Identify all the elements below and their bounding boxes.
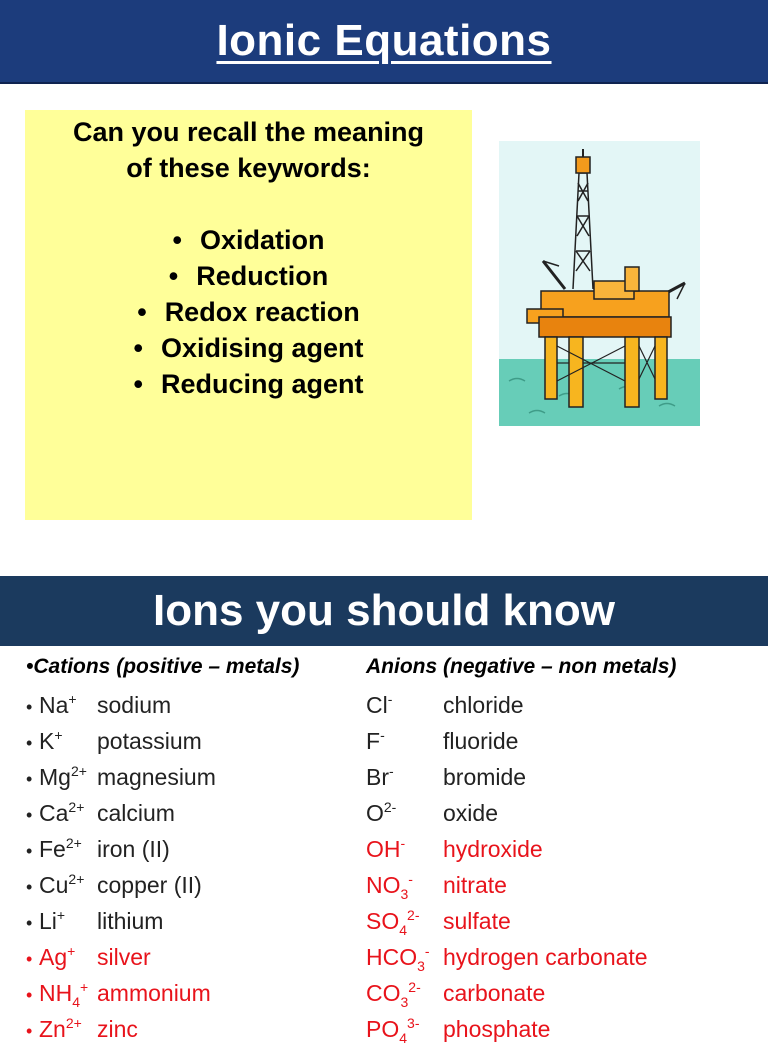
anion-name: bromide — [443, 764, 527, 790]
anion-name: phosphate — [443, 1016, 551, 1042]
keyword-item — [25, 366, 472, 402]
keyword-label: Oxidation — [199, 225, 325, 255]
anion-row — [366, 726, 766, 762]
cation-row — [26, 1014, 356, 1050]
keyword-list — [25, 222, 472, 402]
keyword-item — [25, 330, 472, 366]
cation-formula: $Ca^{2+}$ — [39, 799, 85, 826]
anion-formula: Cl- — [366, 691, 393, 718]
anion-formula: $CO_3^{2-}$ — [366, 979, 421, 1010]
anion-formula: $SO_4^{2-}$ — [366, 907, 420, 938]
anions-column — [366, 654, 766, 1050]
anion-row — [366, 942, 766, 978]
keyword-label: Reduction — [196, 261, 329, 291]
keyword-item — [25, 294, 472, 330]
anion-formula: $O^{2-}$ — [366, 799, 397, 826]
anion-formula: $HCO_3^-$ — [366, 943, 430, 974]
cation-formula: K+ — [39, 727, 63, 754]
slide-title: Ions you should know — [153, 586, 615, 635]
cation-row — [26, 870, 356, 906]
bullet: • — [26, 697, 33, 717]
cation-name: iron (II) — [97, 836, 170, 862]
keyword-label: Reducing agent — [160, 369, 364, 399]
cation-formula: $Zn^{2+}$ — [39, 1015, 82, 1042]
anion-name: hydroxide — [443, 836, 543, 862]
bullet: • — [133, 369, 143, 399]
title-bar — [0, 576, 768, 646]
cation-row — [26, 906, 356, 942]
cation-row — [26, 726, 356, 762]
slide-title: Ionic Equations — [216, 16, 552, 65]
anion-row — [366, 762, 766, 798]
slide-ions-you-should-know — [0, 576, 768, 1046]
cation-formula: $NH_4^+$ — [39, 979, 89, 1010]
cation-row — [26, 942, 356, 978]
cation-formula: Li+ — [39, 907, 66, 934]
cation-name: copper (II) — [97, 872, 202, 898]
prompt-line-2: of these keywords: — [126, 153, 371, 183]
anion-row — [366, 1014, 766, 1050]
cation-name: ammonium — [97, 980, 211, 1006]
bullet: • — [26, 841, 33, 861]
cation-formula: Na+ — [39, 691, 77, 718]
anion-name: fluoride — [443, 728, 519, 754]
anion-name: oxide — [443, 800, 498, 826]
anion-formula: $NO_3^-$ — [366, 871, 413, 902]
cation-name: zinc — [97, 1016, 138, 1042]
title-bar — [0, 0, 768, 84]
anion-formula: Br- — [366, 763, 394, 790]
bullet: • — [26, 913, 33, 933]
anion-name: chloride — [443, 692, 524, 718]
anion-row — [366, 906, 766, 942]
cation-name: silver — [97, 944, 151, 970]
keyword-label: Redox reaction — [164, 297, 360, 327]
cation-name: calcium — [97, 800, 175, 826]
cation-row — [26, 978, 356, 1014]
anion-name: sulfate — [443, 908, 511, 934]
bullet: • — [26, 805, 33, 825]
anion-row — [366, 834, 766, 870]
anion-formula: $PO_4^{3-}$ — [366, 1015, 420, 1046]
keyword-item — [25, 222, 472, 258]
cation-row — [26, 798, 356, 834]
cation-formula: $Mg^{2+}$ — [39, 763, 87, 790]
bullet: • — [168, 261, 179, 291]
bullet: • — [26, 985, 33, 1005]
cation-name: magnesium — [97, 764, 216, 790]
anion-name: nitrate — [443, 872, 507, 898]
cation-name: potassium — [97, 728, 202, 754]
bullet: • — [26, 769, 33, 789]
anion-row — [366, 870, 766, 906]
cation-formula: $Fe^{2+}$ — [39, 835, 82, 862]
bullet: • — [172, 225, 182, 255]
keyword-label: Oxidising agent — [160, 333, 364, 363]
anion-row — [366, 690, 766, 726]
cation-row — [26, 834, 356, 870]
bullet: • — [137, 297, 147, 327]
prompt-line-1: Can you recall the meaning — [72, 117, 425, 147]
anion-row — [366, 978, 766, 1014]
bullet: • — [26, 949, 33, 969]
oil-rig-illustration — [499, 141, 700, 426]
anion-name: hydrogen carbonate — [443, 944, 648, 970]
keyword-item — [25, 258, 472, 294]
keywords-box — [25, 110, 472, 520]
cations-column — [26, 654, 356, 1050]
cation-row — [26, 762, 356, 798]
anion-formula: OH- — [366, 835, 406, 862]
anion-name: carbonate — [443, 980, 546, 1006]
cation-formula: $Cu^{2+}$ — [39, 871, 85, 898]
bullet: • — [133, 333, 143, 363]
bullet: • — [26, 1021, 33, 1041]
bullet: • — [26, 877, 33, 897]
anion-row — [366, 798, 766, 834]
cation-row — [26, 690, 356, 726]
cation-formula: Ag+ — [39, 943, 76, 970]
cation-name: sodium — [97, 692, 172, 718]
bullet: • — [26, 733, 33, 753]
anion-formula: F- — [366, 727, 385, 754]
cations-header: •Cations (positive – metals) — [26, 655, 300, 678]
cation-name: lithium — [97, 908, 164, 934]
anions-header: Anions (negative – non metals) — [366, 655, 677, 678]
